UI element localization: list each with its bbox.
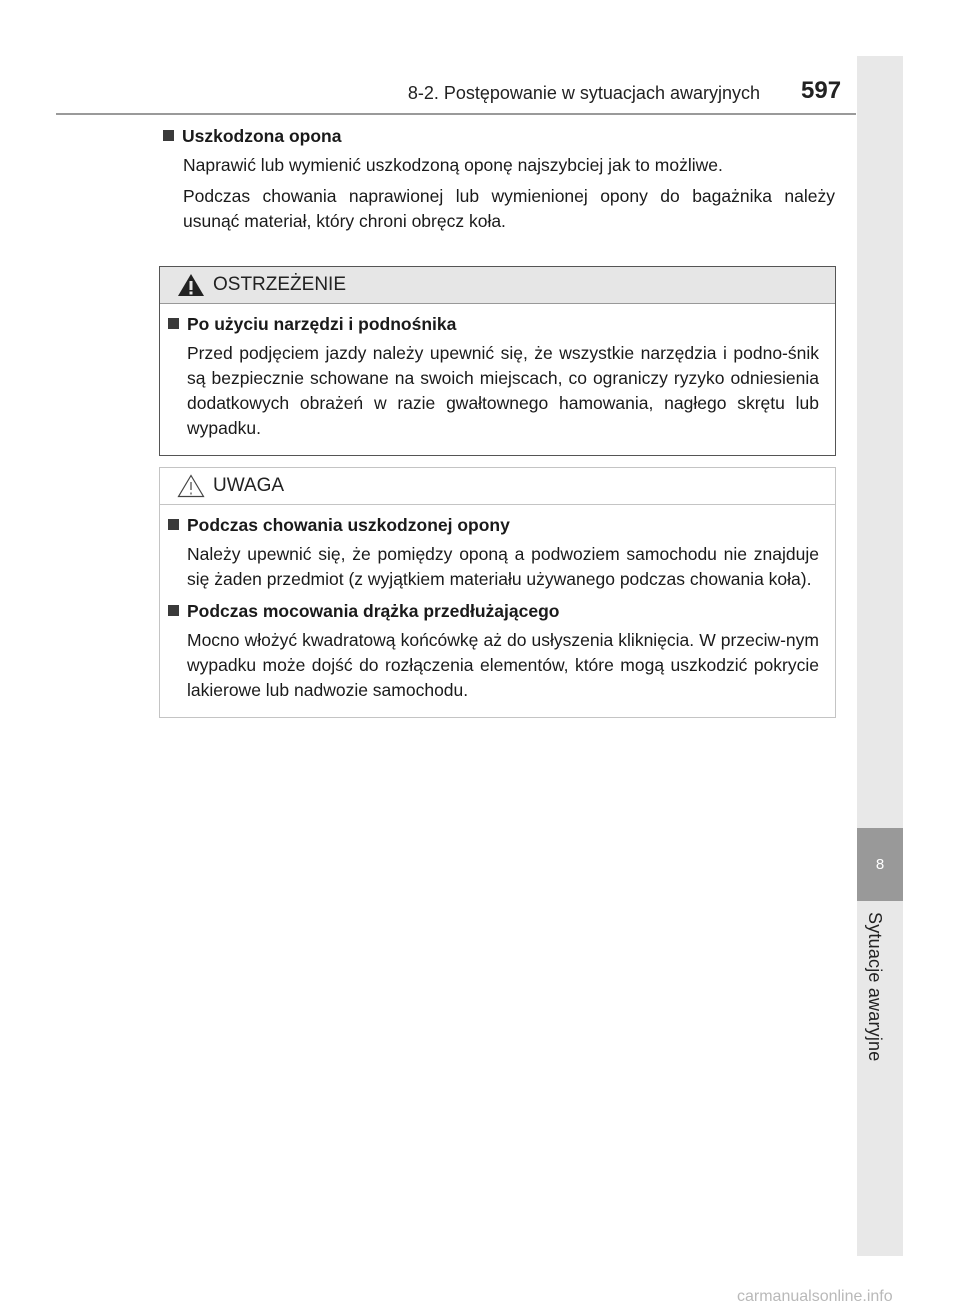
- notice-section-text: Należy upewnić się, że pomiędzy oponą a podwoziem samochodu nie znajduje się żaden przedmiot (z wyjątkiem materiału używanego podczas chowania koła).: [187, 544, 819, 589]
- square-bullet-icon: [168, 318, 179, 329]
- page-number: 597: [801, 77, 842, 104]
- square-bullet-icon: [168, 519, 179, 530]
- square-bullet-icon: [163, 130, 174, 141]
- notice-section: [168, 515, 819, 592]
- notice-title: UWAGA: [213, 475, 285, 496]
- header-divider: [56, 113, 856, 115]
- notice-header: [160, 468, 835, 505]
- notice-body: [160, 505, 835, 717]
- warning-triangle-icon: [177, 273, 205, 297]
- intro-heading: [163, 126, 835, 147]
- notice-box: [159, 467, 836, 718]
- notice-section-heading-text: Podczas mocowania drążka przedłużającego: [187, 601, 560, 621]
- notice-section: [168, 601, 819, 703]
- chapter-name: Sytuacje awaryjne: [865, 912, 885, 1062]
- notice-section-heading: [168, 601, 819, 622]
- notice-section-heading-text: Podczas chowania uszkodzonej opony: [187, 515, 510, 535]
- notice-section-heading: [168, 515, 819, 536]
- square-bullet-icon: [168, 605, 179, 616]
- intro-paragraph: Naprawić lub wymienić uszkodzoną oponę najszybciej jak to możliwe.: [183, 155, 723, 175]
- warning-section: [168, 314, 819, 441]
- intro-paragraph: Podczas chowania naprawionej lub wymienionej opony do bagażnika należy usunąć materiał, który chroni obręcz koła.: [183, 186, 835, 231]
- notice-section-text: Mocno włożyć kwadratową końcówkę aż do usłyszenia kliknięcia. W przeciw-nym wypadku może dojść do rozłączenia elementów, które mogą uszkodzić pokrycie lakierowe lub nadwozie samochodu.: [187, 630, 819, 700]
- intro-section: [163, 126, 835, 234]
- warning-section-text: Przed podjęciem jazdy należy upewnić się, że wszystkie narzędzia i podno-śnik są bezpiecznie schowane na swoich miejscach, co ograniczy ryzyko odniesienia dodatkowych obrażeń w razie gwałtownego hamowania, nagłego skrętu lub wypadku.: [187, 343, 819, 438]
- warning-triangle-outline-icon: [177, 474, 205, 498]
- warning-header: [160, 267, 835, 304]
- warning-body: [160, 304, 835, 455]
- intro-heading-text: Uszkodzona opona: [182, 126, 342, 146]
- watermark: carmanualsonline.info: [737, 1288, 893, 1305]
- chapter-side-tab: [857, 56, 903, 1256]
- section-title: 8-2. Postępowanie w sytuacjach awaryjnych: [407, 83, 760, 103]
- warning-section-heading: [168, 314, 819, 335]
- warning-section-heading-text: Po użyciu narzędzi i podnośnika: [187, 314, 457, 334]
- warning-box: [159, 266, 836, 456]
- warning-title: OSTRZEŻENIE: [213, 274, 347, 295]
- chapter-number: 8: [857, 828, 903, 901]
